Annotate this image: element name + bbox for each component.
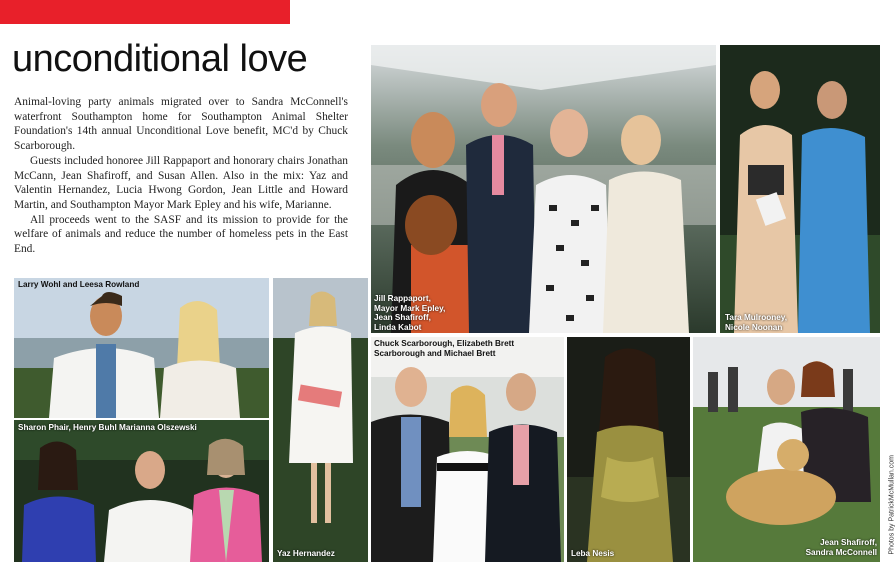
caption-line: Mayor Mark Epley, — [374, 303, 446, 313]
article-paragraph: Guests included honoree Jill Rappaport and honorary chairs Jonathan McCann, Jean Shafiroff, and Susan Allen. Also in the mix: Yaz and Valentin Hernandez, Lucia Hwong Gordon, Jean Little and Howard Martin, and Southampton Mayor Mark Epley and his wife, Marianne. — [14, 154, 348, 211]
article-paragraph: All proceeds went to the SASF and its mission to provide for the welfare of animals and reduce the number of homeless pets in the East End. — [14, 213, 348, 256]
caption-line: Larry Wohl and Leesa Rowland — [18, 280, 140, 289]
photo-sharon-group — [14, 420, 269, 562]
caption-line: Scarborough and Michael Brett — [374, 348, 496, 358]
caption-line: Sandra McConnell — [805, 547, 877, 557]
photo-leba-group — [567, 337, 690, 562]
photo-chuck-group — [371, 337, 564, 562]
photo-leba-image — [567, 337, 690, 562]
photo-yaz-image — [273, 278, 368, 562]
photo-larry-group — [14, 278, 269, 418]
caption-line: Leba Nesis — [571, 549, 615, 558]
caption-line: Chuck Scarborough, Elizabeth Brett — [374, 339, 515, 348]
accent-bar — [0, 0, 290, 24]
photo-tara-caption — [725, 313, 787, 332]
caption-line: Sharon Phair, Henry Buhl Marianna Olszewski — [18, 423, 197, 432]
photo-yaz-caption — [277, 549, 335, 559]
caption-line: Linda Kabot — [374, 322, 422, 332]
article-body — [14, 95, 348, 257]
caption-line: Jean Shafiroff, — [820, 538, 877, 547]
photo-larry-caption — [18, 280, 139, 290]
photo-jean-group — [693, 337, 880, 562]
photo-leba-caption — [571, 549, 614, 559]
photo-tara-group — [720, 45, 880, 333]
photo-yaz-group — [273, 278, 368, 562]
caption-line: Jean Shafiroff, — [374, 313, 431, 323]
caption-line: Jill Rappaport, — [374, 294, 431, 303]
photo-chuck-caption — [374, 339, 514, 358]
photo-jean-image — [693, 337, 880, 562]
photo-sharon-caption — [18, 423, 197, 433]
photo-main-group — [371, 45, 716, 333]
photo-main-image — [371, 45, 716, 333]
caption-line: Nicole Noonan — [725, 322, 783, 332]
page-title: unconditional love — [12, 38, 308, 80]
photo-larry-image — [14, 278, 269, 418]
photo-main-caption — [374, 294, 445, 332]
caption-line: Yaz Hernandez — [277, 549, 335, 558]
photo-sharon-image — [14, 420, 269, 562]
caption-line: Tara Mulrooney, — [725, 313, 788, 322]
photo-jean-caption — [806, 538, 877, 557]
photo-credit: Photos by PatrickMcMullan.com — [889, 455, 896, 555]
photo-chuck-image — [371, 337, 564, 562]
photo-tara-image — [720, 45, 880, 333]
article-paragraph: Animal-loving party animals migrated over to Sandra McConnell's waterfront Southampton home for Southampton Animal Shelter Foundation's 14th annual Unconditional Love benefit, MC'd by Chuck Scarborough. — [14, 96, 348, 153]
